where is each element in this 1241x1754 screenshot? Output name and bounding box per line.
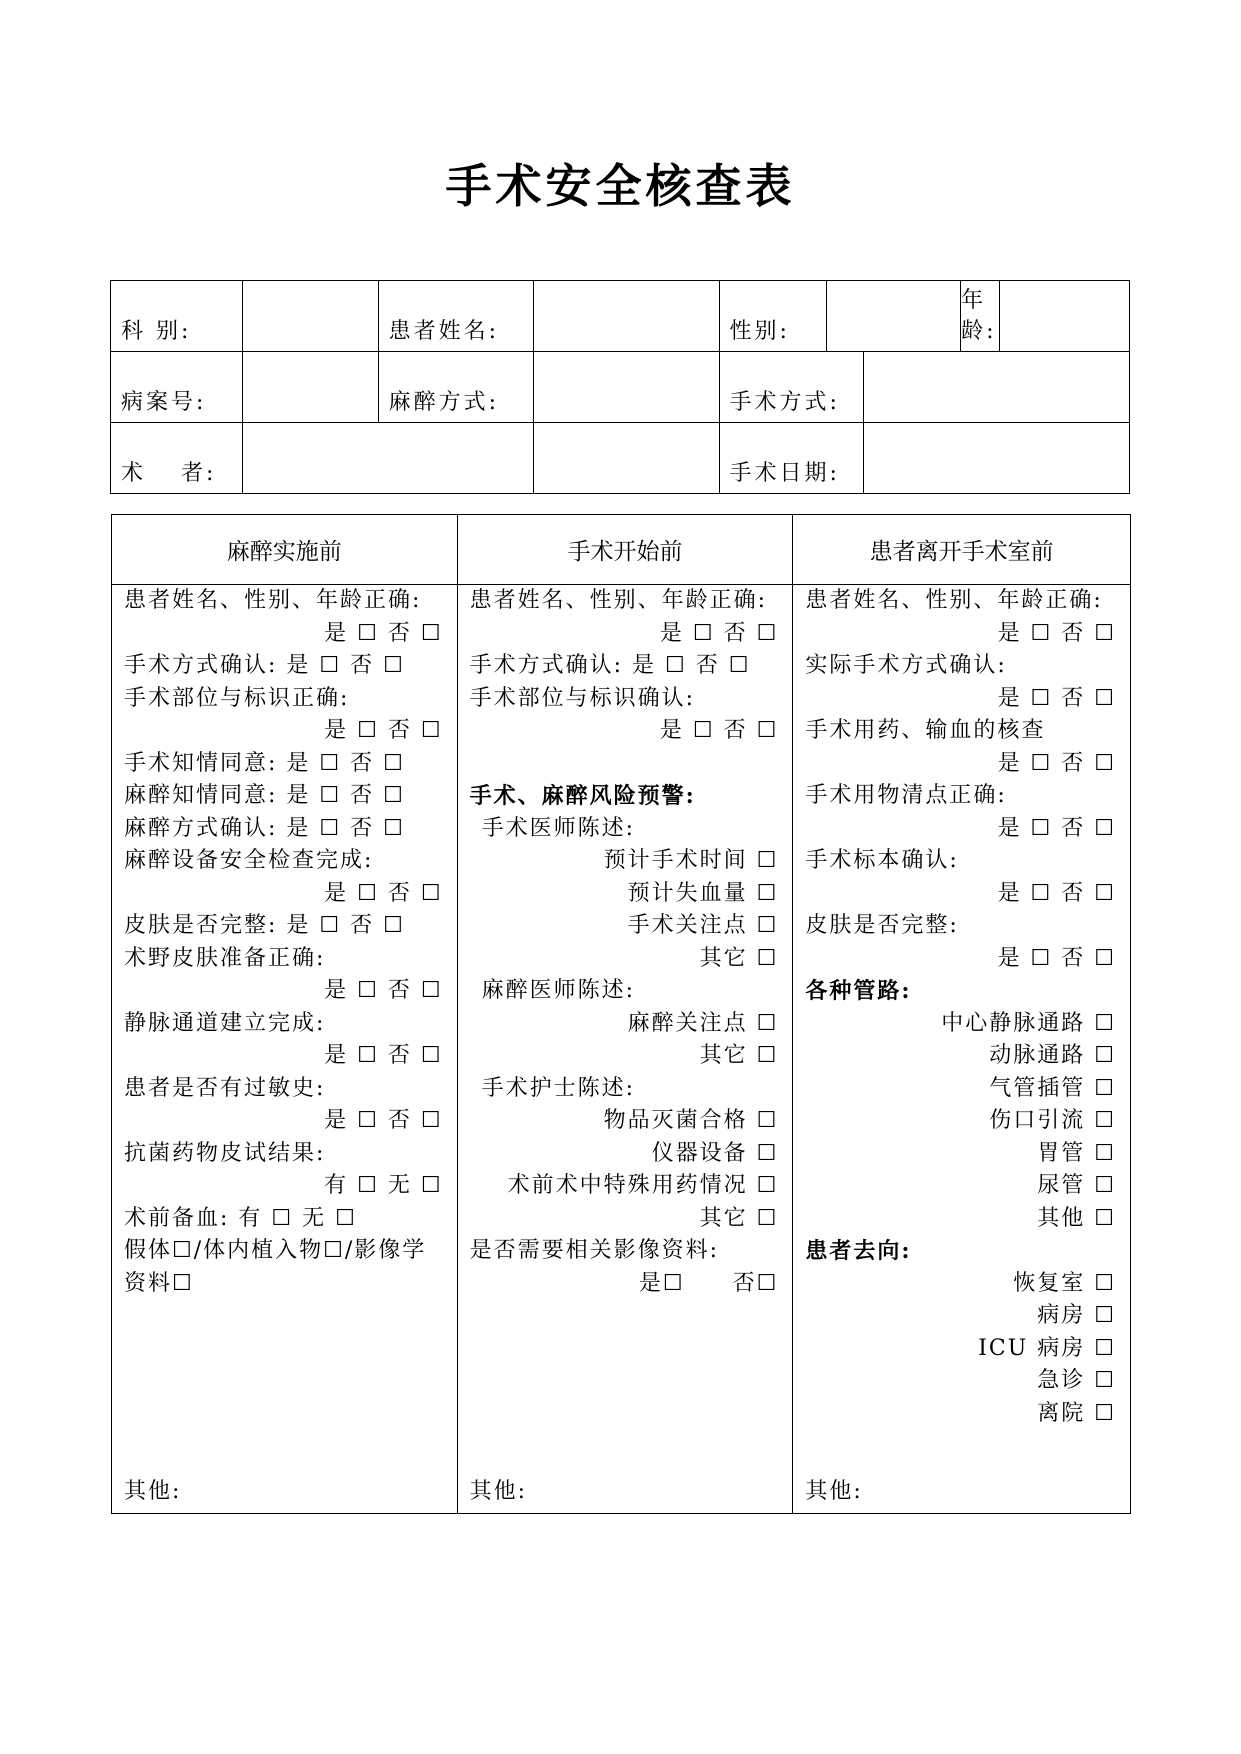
column-heading: 患者离开手术室前 xyxy=(793,515,1131,585)
checklist-line: 麻醉医师陈述: xyxy=(481,978,636,1003)
checklist-line: 患者姓名、性别、年龄正确: xyxy=(124,588,422,613)
record-number-field[interactable] xyxy=(242,352,378,423)
sex-label: 性别: xyxy=(719,281,827,352)
checkbox-line[interactable]: 动脉通路 ☐ xyxy=(989,1043,1116,1068)
checkbox-line[interactable]: 是 ☐ 否 ☐ xyxy=(659,620,779,646)
checkbox-line[interactable]: 有 ☐ 无 ☐ xyxy=(324,1173,443,1198)
department-label: 科 别: xyxy=(111,281,243,352)
checklist-line: 手术护士陈述: xyxy=(481,1075,636,1101)
sex-field[interactable] xyxy=(827,281,961,352)
surgery-date-label: 手术日期: xyxy=(719,423,864,494)
checkbox-line[interactable]: 麻醉知情同意: 是 ☐ 否 ☐ xyxy=(124,783,405,808)
checkbox-line[interactable]: 气管插管 ☐ xyxy=(989,1075,1116,1101)
checkbox-line[interactable]: 术前备血: 有 ☐ 无 ☐ xyxy=(124,1205,357,1231)
checkbox-line[interactable]: 急诊 ☐ xyxy=(1037,1368,1116,1393)
checkbox-line[interactable]: 预计失血量 ☐ xyxy=(627,880,779,906)
other-label: 其他: xyxy=(805,1479,863,1504)
anesthesia-method-label: 麻醉方式: xyxy=(378,352,533,423)
checklist-line: 手术部位与标识正确: xyxy=(124,685,350,711)
checkbox-line[interactable]: 是 ☐ 否 ☐ xyxy=(997,880,1116,906)
checkbox-line[interactable]: 离院 ☐ xyxy=(1037,1400,1116,1426)
surgery-method-field[interactable] xyxy=(864,352,1130,423)
checkbox-line[interactable]: 手术方式确认: 是 ☐ 否 ☐ xyxy=(469,653,751,678)
checkbox-line[interactable]: 是 ☐ 否 ☐ xyxy=(997,945,1116,971)
checklist-line: 手术、麻醉风险预警: xyxy=(469,783,696,809)
checkbox-line[interactable]: 其他 ☐ xyxy=(1037,1205,1116,1231)
checkbox-line[interactable]: 病房 ☐ xyxy=(1037,1303,1116,1328)
checkbox-line[interactable]: 仪器设备 ☐ xyxy=(651,1140,779,1166)
checkbox-line[interactable]: 手术关注点 ☐ xyxy=(627,913,779,938)
column-heading: 手术开始前 xyxy=(457,515,793,585)
checkbox-line[interactable]: 是 ☐ 否 ☐ xyxy=(997,815,1116,841)
checkbox-line[interactable]: 假体☐/体内植入物☐/影像学 xyxy=(124,1238,427,1263)
checklist-line: 实际手术方式确认: xyxy=(805,653,1007,678)
surgeon-field-1[interactable] xyxy=(242,423,533,494)
checkbox-line[interactable]: 是☐ 否☐ xyxy=(638,1270,779,1296)
other-label: 其他: xyxy=(124,1479,182,1504)
checklist-line: 麻醉设备安全检查完成: xyxy=(124,848,374,873)
form-title: 手术安全核查表 xyxy=(445,159,796,213)
checkbox-line[interactable]: 其它 ☐ xyxy=(699,1205,779,1231)
patient-name-label: 患者姓名: xyxy=(378,281,533,352)
checklist-line: 患者姓名、性别、年龄正确: xyxy=(805,588,1103,613)
checkbox-line[interactable]: 其它 ☐ xyxy=(699,1043,779,1068)
checklist-line: 静脉通道建立完成: xyxy=(124,1010,326,1036)
surgery-date-field[interactable] xyxy=(864,423,1130,494)
checkbox-line[interactable]: 尿管 ☐ xyxy=(1037,1173,1116,1198)
checkbox-line[interactable]: 术前术中特殊用药情况 ☐ xyxy=(507,1173,779,1198)
checklist-line: 患者去向: xyxy=(805,1238,912,1264)
patient-info-table xyxy=(110,280,1130,494)
checklist-line: 皮肤是否完整: xyxy=(805,913,959,938)
age-label: 年龄: xyxy=(961,281,1000,352)
checkbox-line[interactable]: 是 ☐ 否 ☐ xyxy=(324,620,443,646)
checklist-line: 是否需要相关影像资料: xyxy=(469,1238,720,1263)
checkbox-line[interactable]: 其它 ☐ xyxy=(699,945,779,971)
checklist-line xyxy=(458,748,793,781)
department-field[interactable] xyxy=(242,281,378,352)
checkbox-line[interactable]: 是 ☐ 否 ☐ xyxy=(659,718,779,743)
checklist-line: 手术部位与标识确认: xyxy=(469,685,696,711)
checkbox-line[interactable]: 中心静脉通路 ☐ xyxy=(941,1010,1116,1036)
checkbox-line[interactable]: 是 ☐ 否 ☐ xyxy=(324,718,443,743)
checkbox-line[interactable]: 麻醉关注点 ☐ xyxy=(627,1010,779,1036)
checkbox-line[interactable]: 是 ☐ 否 ☐ xyxy=(324,1108,443,1133)
checklist-line: 手术医师陈述: xyxy=(481,815,636,841)
checklist-lines xyxy=(793,585,1130,1430)
surgeon-field-2[interactable] xyxy=(533,423,719,494)
checkbox-line[interactable]: 是 ☐ 否 ☐ xyxy=(324,978,443,1003)
patient-name-field[interactable] xyxy=(533,281,719,352)
checklist-line: 手术标本确认: xyxy=(805,848,959,873)
checkbox-line[interactable]: 麻醉方式确认: 是 ☐ 否 ☐ xyxy=(124,815,405,841)
checkbox-line[interactable]: 是 ☐ 否 ☐ xyxy=(324,880,443,906)
checkbox-line[interactable]: 手术知情同意: 是 ☐ 否 ☐ xyxy=(124,750,405,776)
surgery-method-label: 手术方式: xyxy=(719,352,864,423)
checklist-line: 术野皮肤准备正确: xyxy=(124,945,326,971)
checklist-line: 各种管路: xyxy=(805,978,912,1004)
column-heading: 麻醉实施前 xyxy=(112,515,458,585)
checkbox-line[interactable]: 是 ☐ 否 ☐ xyxy=(997,620,1116,646)
checklist-line: 手术用药、输血的核查 xyxy=(805,718,1046,743)
checklist-line: 抗菌药物皮试结果: xyxy=(124,1140,326,1166)
before-anesthesia-column xyxy=(112,585,458,1514)
checkbox-line[interactable]: 预计手术时间 ☐ xyxy=(603,848,779,873)
before-surgery-column xyxy=(457,585,793,1514)
checkbox-line[interactable]: 是 ☐ 否 ☐ xyxy=(997,750,1116,776)
checkbox-line[interactable]: 物品灭菌合格 ☐ xyxy=(603,1108,779,1133)
checkbox-line[interactable]: ICU 病房 ☐ xyxy=(978,1335,1116,1361)
checkbox-line[interactable]: 皮肤是否完整: 是 ☐ 否 ☐ xyxy=(124,913,405,938)
checklist-line: 手术用物清点正确: xyxy=(805,783,1007,808)
checkbox-line[interactable]: 手术方式确认: 是 ☐ 否 ☐ xyxy=(124,653,405,678)
record-number-label: 病案号: xyxy=(111,352,243,423)
surgeon-label: 术 者: xyxy=(111,423,243,494)
checklist-table xyxy=(111,514,1131,1514)
checkbox-line[interactable]: 是 ☐ 否 ☐ xyxy=(324,1043,443,1068)
checkbox-line[interactable]: 伤口引流 ☐ xyxy=(989,1108,1116,1133)
checkbox-line[interactable]: 恢复室 ☐ xyxy=(1013,1270,1116,1296)
checkbox-line[interactable]: 胃管 ☐ xyxy=(1037,1140,1116,1166)
checklist-lines xyxy=(112,585,457,1300)
checkbox-line[interactable]: 资料☐ xyxy=(124,1270,194,1296)
checklist-line: 患者姓名、性别、年龄正确: xyxy=(469,588,768,613)
checklist-line: 患者是否有过敏史: xyxy=(124,1075,326,1101)
age-field[interactable] xyxy=(1000,281,1130,352)
anesthesia-method-field[interactable] xyxy=(533,352,719,423)
checkbox-line[interactable]: 是 ☐ 否 ☐ xyxy=(997,685,1116,711)
before-leaving-column xyxy=(793,585,1131,1514)
checklist-lines xyxy=(458,585,793,1300)
other-label: 其他: xyxy=(469,1479,528,1504)
